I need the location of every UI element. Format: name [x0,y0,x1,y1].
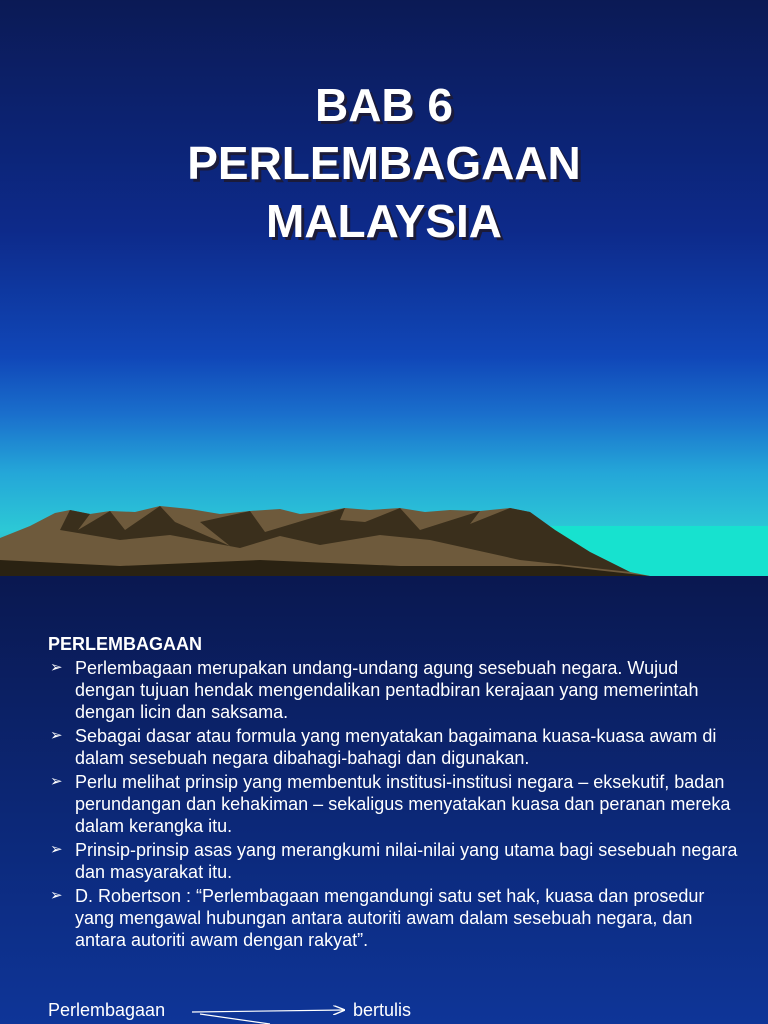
bullet-text: Prinsip-prinsip asas yang merangkumi nilai-nilai yang utama bagi sesebuah negara dan masyarakat itu. [75,840,738,882]
content-slide [0,576,768,1024]
title-line: BAB 6 [314,79,454,131]
diagram-source-label: Perlembagaan [48,1000,166,1020]
arrow-bullet-icon: ➢ [50,887,63,904]
title-line: MALAYSIA [266,195,502,247]
arrow-bullet-icon: ➢ [50,841,63,858]
arrow-bullet-icon: ➢ [50,727,63,744]
section-heading: PERLEMBAGAAN [48,634,203,654]
arrow-bullet-icon: ➢ [50,773,63,790]
arrow-bullet-icon: ➢ [50,659,63,676]
bullet-text: D. Robertson : “Perlembagaan mengandungi satu set hak, kuasa dan prosedur yang mengawal hubungan antara autoriti awam dalam sesebuah negara, dan antara autoriti awam dengan rakyat”. [75,886,705,950]
arrow-lower [200,1014,270,1024]
diagram-arrows [0,576,768,1024]
arrow-to-bertulis [192,1010,344,1012]
bullet-text: Sebagai dasar atau formula yang menyatakan bagaimana kuasa-kuasa awam di dalam sesebuah negara dibahagi-bahagi dan digunakan. [75,726,717,768]
title-line: PERLEMBAGAAN [187,137,581,189]
slide-title [0,76,768,250]
bullet-text: Perlembagaan merupakan undang-undang agung sesebuah negara. Wujud dengan tujuan hendak mengendalikan pentadbiran kerajaan yang memerintah dengan licin dan saksama. [75,658,699,722]
bullet-text: Perlu melihat prinsip yang membentuk institusi-institusi negara – eksekutif, badan perundangan dan kehakiman – sekaligus menyatakan kuasa dan peranan mereka dalam kerangka itu. [75,772,731,836]
diagram-target-label: bertulis [353,1000,412,1020]
